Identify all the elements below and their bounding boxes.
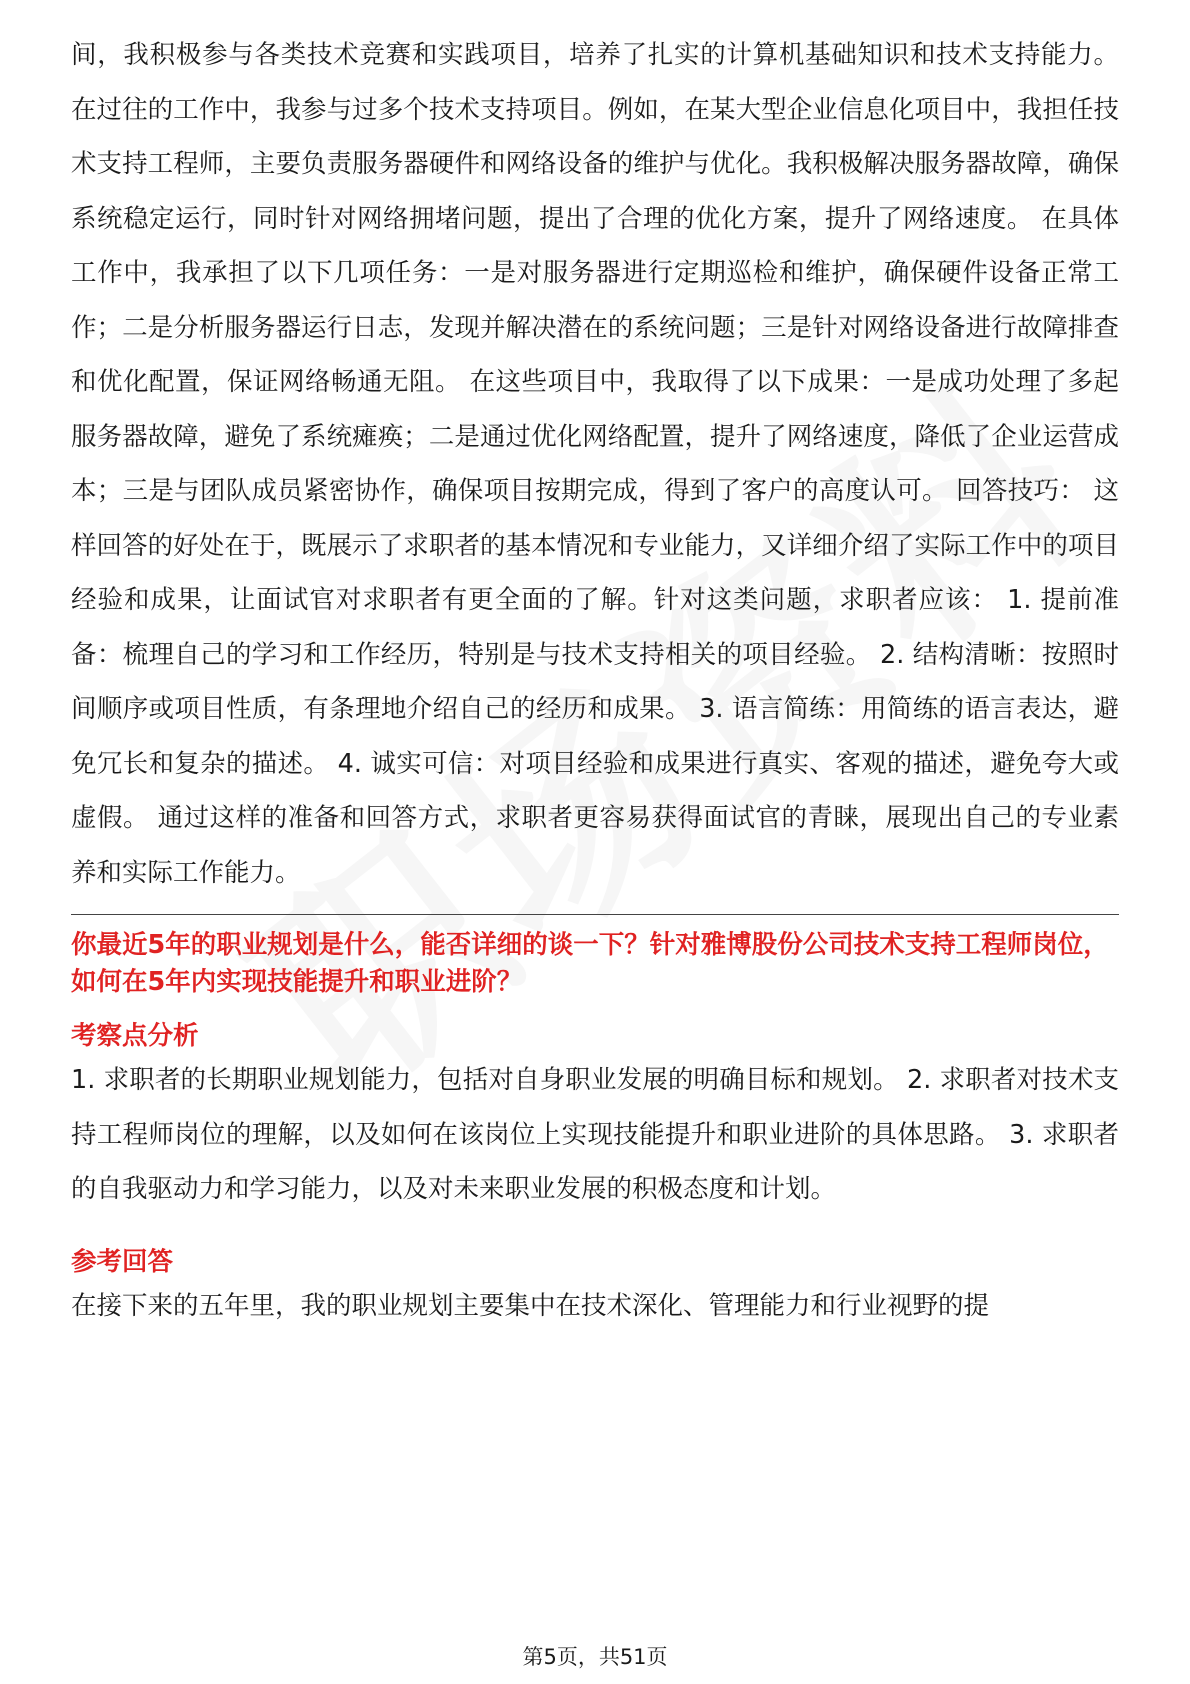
analysis-text: 1. 求职者的长期职业规划能力，包括对自身职业发展的明确目标和规划。 2. 求职者对技术支持工程师岗位的理解，以及如何在该岗位上实现技能提升和职业进阶的具体思路。 3. 求职者的自我驱动力和学习能力，以及对未来职业发展的积极态度和计划。 xyxy=(71,1065,1119,1204)
analysis-heading: 考察点分析 xyxy=(71,1021,199,1051)
page-content xyxy=(71,28,1119,1333)
interview-question: 你最近5年的职业规划是什么，能否详细的谈一下？针对雅博股份公司技术支持工程师岗位，如何在5年内实现技能提升和职业进阶？ xyxy=(71,930,1109,997)
intro-paragraph: 间，我积极参与各类技术竞赛和实践项目，培养了扎实的计算机基础知识和技术支持能力。 在过往的工作中，我参与过多个技术支持项目。例如，在某大型企业信息化项目中，我担任技术支持工程师，主要负责服务器硬件和网络设备的维护与优化。我积极解决服务器故障，确保系统稳定运行，同时针对网络拥堵问题，提出了合理的优化方案，提升了网络速度。 在具体工作中，我承担了以下几项任务：一是对服务器进行定期巡检和维护，确保硬件设备正常工作；二是分析服务器运行日志，发现并解决潜在的系统问题；三是针对网络设备进行故障排查和优化配置，保证网络畅通无阻。 在这些项目中，我取得了以下成果：一是成功处理了多起服务器故障，避免了系统瘫痪；二是通过优化网络配置，提升了网络速度，降低了企业运营成本；三是与团队成员紧密协作，确保项目按期完成，得到了客户的高度认可。 回答技巧： 这样回答的好处在于，既展示了求职者的基本情况和专业能力，又详细介绍了实际工作中的项目经验和成果，让面试官对求职者有更全面的了解。针对这类问题，求职者应该： 1. 提前准备：梳理自己的学习和工作经历，特别是与技术支持相关的项目经验。 2. 结构清晰：按照时间顺序或项目性质，有条理地介绍自己的经历和成果。 3. 语言简练：用简练的语言表达，避免冗长和复杂的描述。 4. 诚实可信：对项目经验和成果进行真实、客观的描述，避免夸大或虚假。 通过这样的准备和回答方式，求职者更容易获得面试官的青睐，展现出自己的专业素养和实际工作能力。 xyxy=(71,40,1119,888)
page-footer: 第5页，共51页 xyxy=(522,1645,668,1669)
section-divider xyxy=(71,914,1119,915)
answer-heading: 参考回答 xyxy=(71,1246,174,1277)
answer-text: 在接下来的五年里，我的职业规划主要集中在技术深化、管理能力和行业视野的提 xyxy=(71,1290,990,1321)
